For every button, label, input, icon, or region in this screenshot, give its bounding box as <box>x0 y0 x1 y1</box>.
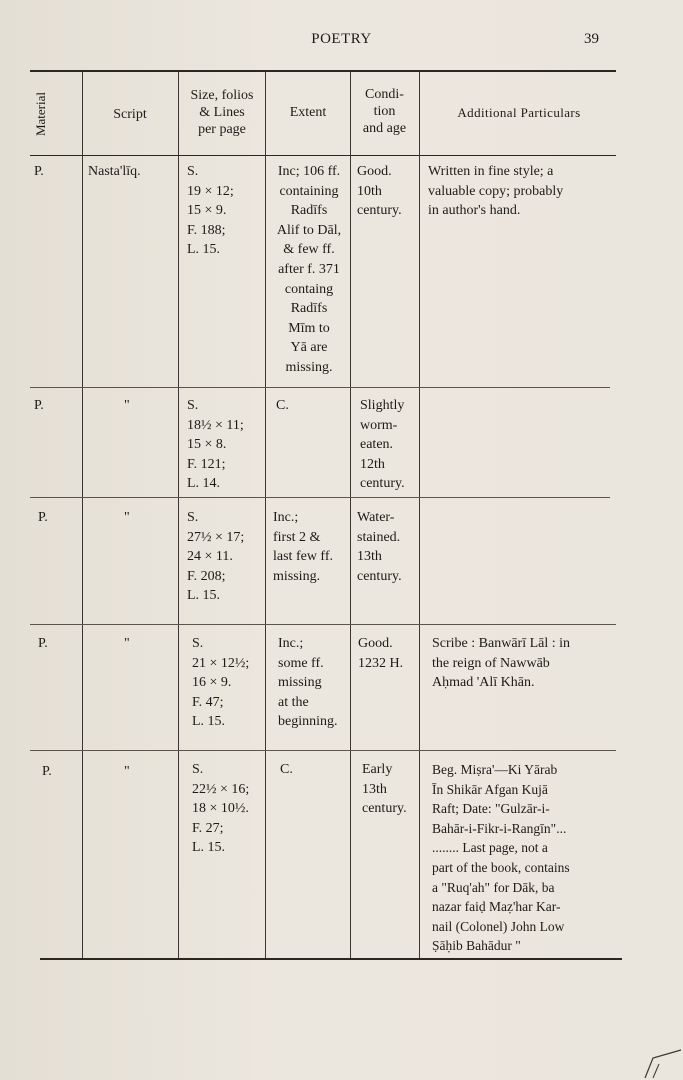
row-separator <box>30 497 610 498</box>
corner-pencil-mark-icon <box>623 1040 683 1080</box>
row-4-particulars: Scribe : Banwārī Lāl : in the reign of Nawwāb Aḥmad 'Alī Khān. <box>432 636 571 691</box>
row-4-script: " <box>124 636 130 651</box>
page-number: 39 <box>584 31 599 47</box>
row-5-script: " <box>124 764 130 779</box>
header-material: Material <box>33 91 48 137</box>
row-4-condition: Good. 1232 H. <box>358 636 404 671</box>
row-3-extent: Inc.; first 2 & last few ff. missing. <box>273 510 333 584</box>
row-3-material: P. <box>38 510 48 525</box>
table-bottom-rule <box>40 958 622 960</box>
header-size: Size, folios & Lines per page <box>190 88 254 137</box>
column-divider <box>265 72 266 958</box>
row-2-extent: C. <box>276 398 289 413</box>
header-bottom-rule <box>30 155 616 156</box>
row-separator <box>30 624 616 625</box>
row-1-condition: Good. 10th century. <box>357 164 402 219</box>
header-extent: Extent <box>289 105 327 120</box>
row-5-material: P. <box>42 764 52 779</box>
row-3-condition: Water- stained. 13th century. <box>357 510 402 584</box>
row-1-script: Nasta'līq. <box>88 164 141 179</box>
table-top-rule <box>30 70 616 72</box>
row-2-material: P. <box>34 398 44 413</box>
header-particulars: Additional Particulars <box>457 105 581 120</box>
row-1-size: S. 19 × 12; 15 × 9. F. 188; L. 15. <box>187 164 234 258</box>
row-4-extent: Inc.; some ff. missing at the beginning. <box>278 636 338 730</box>
column-divider <box>350 72 351 958</box>
running-title: POETRY <box>311 31 372 47</box>
row-3-script: " <box>124 510 130 525</box>
row-5-condition: Early 13th century. <box>362 762 407 817</box>
row-5-particulars: Beg. Miṣra'—Ki Yārab Īn Shikār Afgan Kujā Raft; Date: "Gulzār-i- Bahār-i-Fikr-i-Rangīn"... ........ Last page, not a part of the book, contains a "Ruq'ah" for Dāk, ba nazar faiḍ Maẓ'har Kar- nail (Colonel) John Low Ṣāḥib Bahādur " <box>432 762 570 954</box>
row-1-material: P. <box>34 164 44 179</box>
row-separator <box>30 750 616 751</box>
row-1-extent: Inc; 106 ff. containing Radīfs Alif to Dāl, & few ff. after f. 371 containg Radīfs Mīm to Yā are missing. <box>276 164 342 375</box>
header-condition: Condi- tion and age <box>362 87 407 136</box>
row-4-material: P. <box>38 636 48 651</box>
row-2-script: " <box>124 398 130 413</box>
row-1-particulars: Written in fine style; a valuable copy; probably in author's hand. <box>428 164 564 219</box>
column-divider <box>82 72 83 958</box>
row-5-size: S. 22½ × 16; 18 × 10½. F. 27; L. 15. <box>192 762 250 856</box>
row-5-extent: C. <box>280 762 293 777</box>
row-3-size: S. 27½ × 17; 24 × 11. F. 208; L. 15. <box>187 510 245 604</box>
column-divider <box>178 72 179 958</box>
row-2-size: S. 18½ × 11; 15 × 8. F. 121; L. 14. <box>187 398 244 492</box>
row-separator <box>30 387 610 388</box>
row-2-condition: Slightly worm- eaten. 12th century. <box>360 398 405 492</box>
row-4-size: S. 21 × 12½; 16 × 9. F. 47; L. 15. <box>192 636 250 730</box>
column-divider <box>419 72 420 958</box>
header-script: Script <box>113 107 147 122</box>
